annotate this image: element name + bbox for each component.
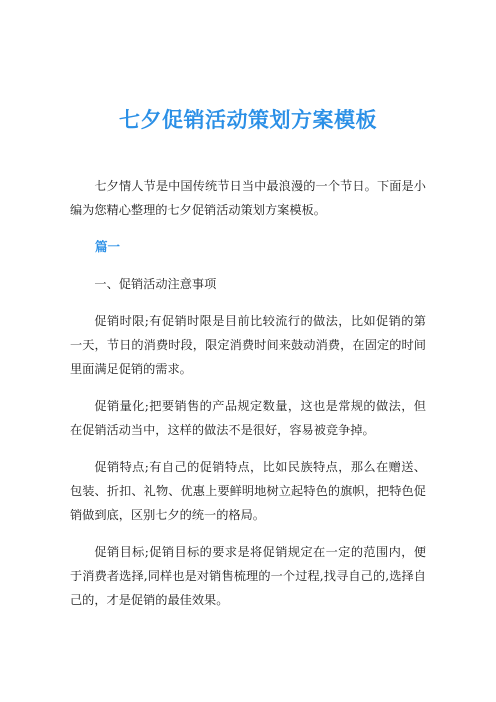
paragraph-promo-quantity: 促销量化;把要销售的产品规定数量，这也是常规的做法，但在促销活动当中，这样的做法不是很好，容易被竞争掉。 [70,399,426,437]
document-title: 七夕促销活动策划方案模板 [119,108,377,132]
section-title: 篇一 [95,239,121,254]
paragraph-promo-features: 促销特点;有自己的促销特点，比如民族特点，那么在赠送、包装、折扣、礼物、优惠上要鲜明地树立起特色的旗帜，把特色促销做到底，区别七夕的统一的格局。 [70,460,426,522]
intro-paragraph: 七夕情人节是中国传统节日当中最浪漫的一个节日。下面是小编为您精心整理的七夕促销活动策划方案模板。 [70,179,426,217]
heading-1: 一、促销活动注意事项 [94,277,217,291]
paragraph-promo-time-limit: 促销时限;有促销时限是目前比较流行的做法，比如促销的第一天，节日的消费时段，限定消费时间来鼓动消费，在固定的时间里面满足促销的需求。 [70,314,426,376]
paragraph-promo-goals: 促销目标;促销目标的要求是将促销规定在一定的范围内，便于消费者选择,同样也是对销售梳理的一个过程,找寻自己的,选择自己的，才是促销的最佳效果。 [70,545,426,607]
document-body [70,174,426,625]
